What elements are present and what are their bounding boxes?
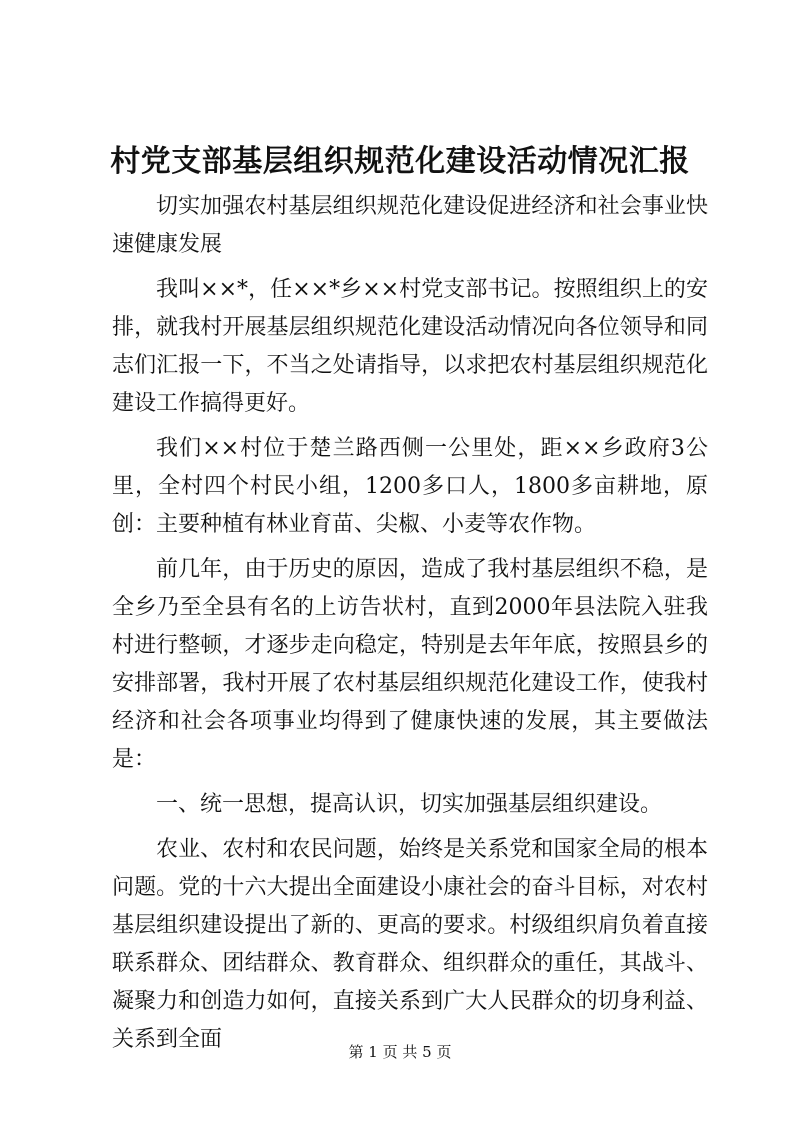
document-title: 村党支部基层组织规范化建设活动情况汇报 bbox=[110, 144, 690, 179]
paragraph-village-profile: 我们××村位于楚兰路西侧一公里处，距××乡政府3公里，全村四个村民小组，1200多口人，1800多亩耕地，原创：主要种植有林业育苗、尖椒、小麦等农作物。 bbox=[112, 436, 708, 537]
paragraph-section-body: 农业、农村和农民问题，始终是关系党和国家全局的根本问题。党的十六大提出全面建设小康社会的奋斗目标，对农村基层组织建设提出了新的、更高的要求。村级组织肩负着直接联系群众、团结群众、教育群众、组织群众的重任，其战斗、凝聚力和创造力如何，直接关系到广大人民群众的切身利益、关系到全面 bbox=[112, 837, 708, 1052]
paragraph-subtitle: 切实加强农村基层组织规范化建设促进经济和社会事业快速健康发展 bbox=[112, 194, 708, 257]
document-body bbox=[112, 188, 708, 1059]
page-footer: 第 1 页 共 5 页 bbox=[348, 1043, 452, 1061]
paragraph-background: 前几年，由于历史的原因，造成了我村基层组织不稳，是全乡乃至全县有名的上访告状村，直到2000年县法院入驻我村进行整顿，才逐步走向稳定，特别是去年年底，按照县乡的安排部署，我村开展了农村基层组织规范化建设工作，使我村经济和社会各项事业均得到了健康快速的发展，其主要做法是： bbox=[112, 557, 708, 772]
paragraph-introduction: 我叫××*，任××*乡××村党支部书记。按照组织上的安排，就我村开展基层组织规范化建设活动情况向各位领导和同志们汇报一下，不当之处请指导，以求把农村基层组织规范化建设工作搞得更好。 bbox=[112, 277, 708, 416]
paragraph-section-heading: 一、统一思想，提高认识，切实加强基层组织建设。 bbox=[156, 792, 663, 817]
